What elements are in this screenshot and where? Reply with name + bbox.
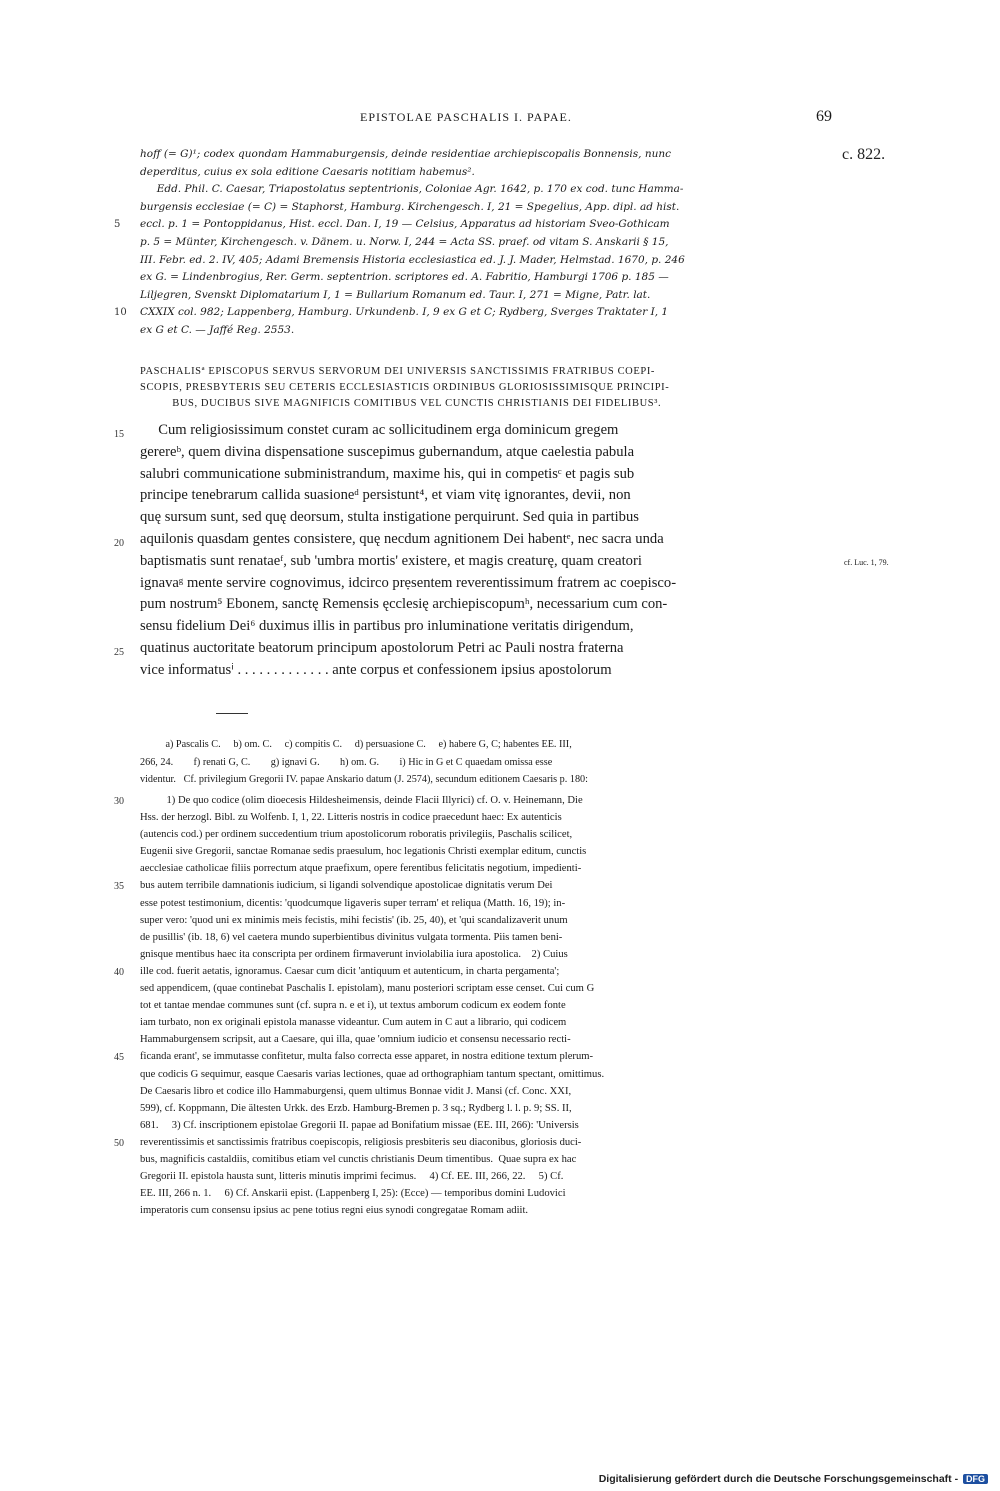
main-line — [140, 551, 840, 573]
note-line — [114, 792, 840, 809]
main-line — [140, 573, 840, 595]
main-text-block — [114, 420, 840, 682]
main-line — [140, 660, 840, 682]
apparatus-line: 266, 24. f) renati G, C. g) ignavi G. h) om. G. i) Hic in G et C quaedam omissa esse — [140, 756, 553, 768]
intro-line — [140, 146, 840, 164]
note-text: reverentissimis et sanctissimis fratribus coepiscopis, religiosis presbiteris seu diaconibus, gloriosis duci- — [140, 1136, 582, 1148]
note-text: iam turbato, non ex originali epistola manasse videantur. Cum autem in C aut a librario, qui codicem — [140, 1017, 567, 1029]
intro-line — [140, 269, 840, 287]
main-line — [140, 594, 840, 616]
note-line — [114, 1134, 840, 1151]
intro-line — [140, 164, 840, 182]
main-line — [140, 507, 840, 529]
note-line — [140, 997, 840, 1014]
intro-line — [140, 234, 840, 252]
intro-text: ex G et C. — Jaffé Reg. 2553. — [140, 323, 295, 336]
intro-text: hoff (= G)¹; codex quondam Hammaburgensis, deinde residentiae archiepiscopalis Bonnensis, nunc — [140, 148, 672, 160]
note-text: de pusillis' (ib. 18, 6) vel caetera mundo superbientibus divinitus vulgata tormenta. Piis tamen beni- — [140, 931, 563, 943]
main-text: aquilonis quasdam gentes consistere, quę necdum agnitionem Dei habentᵉ, nec sacra unda — [140, 530, 664, 547]
note-line — [140, 843, 840, 860]
note-text: tot et tantae mendae communes sunt (cf. supra n. e et i), ut textus amborum codicum ex eodem fonte — [140, 1000, 566, 1012]
main-text: principe tenebrarum callida suasioneᵈ persistunt⁴, et viam vitę ignorantes, devii, non — [140, 487, 631, 504]
note-line — [114, 963, 840, 980]
note-line — [140, 1014, 840, 1031]
note-line — [140, 1031, 840, 1048]
footnote-divider — [216, 713, 248, 714]
intro-line — [140, 252, 840, 270]
main-text: quatinus auctoritate beatorum principum apostolorum Petri ac Pauli nostra fraterna — [140, 639, 624, 656]
note-line — [114, 877, 840, 894]
note-text: bus, magnificis castaldiis, comitibus etiam vel cunctis christianis Deum timentibus. Quae supra ex hac — [140, 1153, 577, 1165]
intro-text: III. Febr. ed. 2. IV, 405; Adami Bremensis Historia ecclesiastica ed. J. J. Mader, Helmstad. 1670, p. 246 — [140, 253, 685, 266]
note-line — [140, 1066, 840, 1083]
main-text: Cum religiosissimum constet curam ac sollicitudinem erga dominicum gregem — [140, 422, 619, 438]
note-line — [114, 1048, 840, 1065]
line-number: 15 — [114, 429, 124, 440]
note-text: sed appendicem, (quae continebat Paschalis I. epistolam), manu posteriori scriptam esse censet. Cui cum G — [140, 983, 595, 995]
intro-text: Edd. Phil. C. Caesar, Triapostolatus septentrionis, Coloniae Agr. 1642, p. 170 ex cod. tunc Hamma- — [140, 183, 684, 196]
main-text: pum nostrum⁵ Ebonem, sanctę Remensis ęcclesię archiepiscopumʰ, necessarium cum con- — [140, 596, 668, 613]
line-number: 35 — [114, 881, 124, 893]
main-line — [114, 638, 840, 660]
note-line — [140, 912, 840, 929]
note-text: que codicis G sequimur, easque Caesaris varias lectiones, quae ad orthographiam tantum spectant, omittimus. — [140, 1068, 605, 1080]
apparatus-line: a) Pascalis C. b) om. C. c) compitis C. d) persuasione C. e) habere G, C; habentes EE. III, — [140, 739, 572, 750]
main-line — [114, 420, 840, 442]
main-text: sensu fidelium Dei⁶ duximus illis in partibus pro inluminatione veritatis dirigendum, — [140, 618, 634, 635]
intro-line — [114, 304, 840, 322]
notes-block — [114, 792, 840, 1219]
note-text: ille cod. fuerit aetatis, ignoramus. Caesar cum dicit 'antiquum et autenticum, in charta pergamenta'; — [140, 965, 560, 977]
main-line — [140, 464, 840, 486]
note-line — [140, 809, 840, 826]
intro-line — [140, 181, 840, 199]
note-text: (autencis cod.) per ordinem succedentium trium apostolicorum roboratis privilegiis, Paschalis scilicet, — [140, 829, 573, 841]
main-line — [140, 616, 840, 638]
note-line — [140, 1083, 840, 1100]
line-number: 30 — [114, 796, 124, 807]
footer-text: Digitalisierung gefördert durch die Deutsche Forschungsgemeinschaft - — [598, 1473, 959, 1485]
dfg-logo: DFG — [963, 1474, 988, 1484]
line-number: 10 — [114, 307, 127, 319]
year-margin-note: c. 822. — [842, 146, 886, 163]
note-text: Hss. der herzogl. Bibl. zu Wolfenb. I, 1, 22. Litteris nostris in codice praecedunt haec: Ex autenticis — [140, 812, 562, 824]
main-text: vice informatusⁱ . . . . . . . . . . . . . ante corpus et confessionem ipsius apostolorum — [140, 661, 612, 678]
note-text: 1) De quo codice (olim dioecesis Hildesheimensis, deinde Flacii Illyrici) cf. O. v. Heinemann, Die — [140, 795, 583, 806]
apparatus-block — [140, 736, 840, 789]
scripture-margin-ref: cf. Luc. 1, 79. — [844, 558, 889, 567]
note-line — [140, 929, 840, 946]
note-text: esse potest testimonium, dicentis: 'quodcumque ligaveris super terram' et reliqua (Matth. 16, 19); in- — [140, 897, 566, 909]
note-text: EE. III, 266 n. 1. 6) Cf. Anskarii epist. (Lappenberg I, 25): (Ecce) — temporibus domini Ludovici — [140, 1188, 566, 1200]
note-line — [140, 1185, 840, 1202]
note-text: imperatoris cum consensu ipsius ac pene totius regni eius synodi congregatae Romam adiit. — [140, 1205, 529, 1217]
intro-text: eccl. p. 1 = Pontoppidanus, Hist. eccl. Dan. I, 19 — Celsius, Apparatus ad historiam Sveo-Gothicam — [140, 218, 670, 231]
intro-line — [140, 322, 840, 340]
main-line — [114, 529, 840, 551]
note-line — [140, 1100, 840, 1117]
running-title: EPISTOLAE PASCHALIS I. PAPAE. — [360, 110, 572, 124]
note-line — [140, 1168, 840, 1185]
note-text: aecclesiae catholicae filiis porrectum atque praefixum, opere ferentibus felicitatis negotium, impedienti- — [140, 863, 582, 875]
line-number: 5 — [114, 219, 121, 231]
note-text: Gregorii II. epistola hausta sunt, litteris minutis imprimi fecimus. 4) Cf. EE. III, 266, 22. 5) Cf. — [140, 1171, 564, 1183]
line-number: 45 — [114, 1052, 124, 1064]
note-line — [140, 1151, 840, 1168]
note-line — [140, 895, 840, 912]
salutation-line: PASCHALISª EPISCOPUS SERVUS SERVORUM DEI UNIVERSIS SANCTISSIMIS FRATRIBUS COEPI- — [140, 366, 656, 377]
note-text: super vero: 'quod uni ex minimis meis fecistis, mihi fecistis' (ib. 25, 40), et 'qui scandalizaverit unum — [140, 914, 568, 926]
main-line — [140, 485, 840, 507]
salutation-block — [140, 364, 840, 412]
note-text: gnisque mentibus haec ita conscripta per ordinem firmaverunt inviolabilia iura apostolica. 2) Cuius — [140, 948, 568, 960]
apparatus-line: videntur. Cf. privilegium Gregorii IV. papae Anskario datum (J. 2574), secundum editionem Caesaris p. 180: — [140, 774, 588, 785]
intro-text: deperditus, cuius ex sola editione Caesaris notitiam habemus². — [140, 165, 475, 178]
intro-line — [140, 287, 840, 305]
line-number: 50 — [114, 1137, 124, 1149]
note-text: Hammaburgensem scripsit, aut a Caesare, qui illa, quae 'omnium iudicio et consensu necessario recti- — [140, 1034, 571, 1046]
line-number: 25 — [114, 646, 124, 658]
intro-line — [114, 216, 840, 234]
intro-text: ex G. = Lindenbrogius, Rer. Germ. septentrion. scriptores ed. A. Fabritio, Hamburgi 1706 p. 185 — — [140, 271, 669, 284]
main-line — [140, 442, 840, 464]
note-line — [140, 980, 840, 997]
note-line — [140, 1202, 840, 1219]
note-text: bus autem terribile damnationis iudicium, si ligandi solvendique apostolicae dignitatis verum Dei — [140, 880, 553, 892]
intro-text: p. 5 = Münter, Kirchengesch. v. Dänem. u. Norw. I, 244 = Acta SS. praef. od vitam S. Anskarii § 15, — [140, 235, 669, 248]
note-text: Eugenii sive Gregorii, sanctae Romanae sedis praesulum, hoc legationis Christi exemplar editum, cunctis — [140, 846, 587, 858]
intro-line — [140, 199, 840, 217]
main-text: salubri communicatione subministrandum, maxime his, qui in competisᶜ et pagis sub — [140, 465, 635, 482]
note-line — [140, 826, 840, 843]
line-number: 20 — [114, 537, 124, 549]
main-text: ignavaᵍ mente servire cognovimus, idcirco prẹsentem reverentissimum fratrem ac coepisco- — [140, 574, 677, 591]
page-header — [0, 110, 1000, 132]
note-text: ficanda erant', se immutasse confitetur, multa falso correcta esse apparet, in nostra editione textum plerum- — [140, 1051, 594, 1063]
note-text: 681. 3) Cf. inscriptionem epistolae Gregorii II. papae ad Bonifatium missae (EE. III, 266): 'Universis — [140, 1119, 579, 1131]
note-line — [140, 860, 840, 877]
note-text: De Caesaris libro et codice illo Hammaburgensi, quem ultimus Bonnae vidit J. Mansi (cf. Conc. XXI, — [140, 1085, 572, 1097]
main-text: gerereᵇ, quem divina dispensatione suscepimus gubernandum, atque caelestia pabula — [140, 443, 635, 460]
footer-credit — [599, 1473, 988, 1485]
page-number: 69 — [816, 108, 832, 125]
line-number: 40 — [114, 966, 124, 978]
note-text: 599), cf. Koppmann, Die ältesten Urkk. des Erzb. Hamburg-Bremen p. 3 sq.; Rydberg l. l. p. 9; SS. II, — [140, 1102, 572, 1114]
note-line — [140, 1117, 840, 1134]
salutation-line: BUS, DUCIBUS SIVE MAGNIFICIS COMITIBUS VEL CUNCTIS CHRISTIANIS DEI FIDELIBUS³. — [140, 398, 662, 409]
note-line — [140, 946, 840, 963]
main-text: quę sursum sunt, sed quę deorsum, stulta instigatione perquirunt. Sed quia in partibus — [140, 509, 639, 526]
intro-text: burgensis ecclesiae (= C) = Staphorst, Hamburg. Kirchengesch. I, 21 = Spegelius, App. dipl. ad hist. — [140, 200, 680, 213]
intro-block — [114, 146, 840, 340]
main-text: baptismatis sunt renataeᶠ, sub 'umbra mortis' existere, et magis creaturę, quam creatori — [140, 552, 642, 569]
intro-text: CXXIX col. 982; Lappenberg, Hamburg. Urkundenb. I, 9 ex G et C; Rydberg, Sverges Traktater I, 1 — [140, 306, 669, 319]
intro-text: Liljegren, Svenskt Diplomatarium I, 1 = Bullarium Romanum ed. Taur. I, 271 = Migne, Patr. lat. — [140, 288, 651, 301]
salutation-line: SCOPIS, PRESBYTERIS SEU CETERIS ECCLESIASTICIS ORDINIBUS GLORIOSISSIMISQUE PRINCIPI- — [140, 382, 670, 393]
